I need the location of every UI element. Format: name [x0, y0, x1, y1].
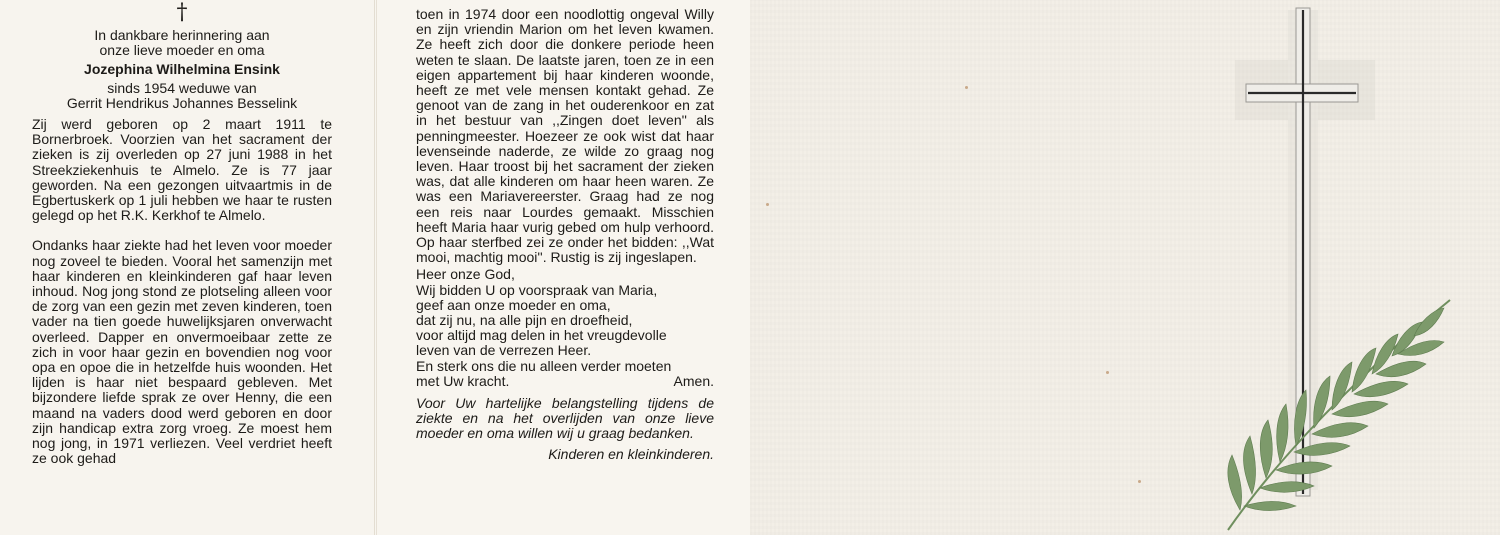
- prayer-line: geef aan onze moeder en oma,: [416, 296, 611, 313]
- paper-speck: [766, 203, 769, 206]
- prayer-line: voor altijd mag delen in het vreugdevolle: [416, 327, 667, 344]
- prayer-line: Wij bidden U op voorspraak van Maria,: [416, 281, 658, 298]
- widow-line-1: sinds 1954 weduwe van: [107, 79, 257, 96]
- prayer-closing: [416, 374, 714, 389]
- fold-line: [376, 0, 377, 535]
- left-column: [32, 2, 332, 466]
- palm-branch-icon: [1228, 300, 1450, 530]
- prayer: [416, 267, 714, 389]
- deceased-name: Jozephina Wilhelmina Ensink: [84, 61, 280, 78]
- widow-line-2: Gerrit Hendrikus Johannes Besselink: [66, 94, 298, 111]
- cross-with-palm-illustration: [1180, 0, 1480, 535]
- cross-icon: †: [176, 0, 188, 25]
- middle-column: [416, 7, 714, 462]
- life-paragraph-continued: toen in 1974 door een noodlottig ongeval Willy en zijn vriendin Marion om het leven kwamen. Ze heeft zich door die donkere periode heen weten te slaan. De laatste jaren, toen ze in een eigen appartement bij haar kinderen woonde, heeft ze met vele mensen kontakt gehad. Ze genoot van de zang in het ouderenkoor en zat in het bestuur van ,,Zingen doet leven'' als penningmeester. Hoezeer ze ook wist dat haar levenseinde naderde, ze wilde zo graag nog leven. Haar troost bij het sacrament der zieken was, dat alle kinderen om haar heen waren. Ze was een Mariavereerster. Graag had ze nog een reis naar Lourdes gemaakt. Misschien heeft Maria haar vurig gebed om hulp verhoord. Op haar sterfbed zei ze onder het bidden: ,,Wat mooi, machtig mooi''. Rustig is zij ingeslapen.: [416, 6, 714, 266]
- intro-line-1: In dankbare herinnering aan: [94, 27, 270, 43]
- prayer-line: En sterk ons die nu alleen verder moeten: [416, 357, 672, 374]
- paper-speck: [1138, 480, 1141, 483]
- prayer-line: met Uw kracht.: [416, 372, 510, 389]
- paper-speck: [965, 86, 968, 89]
- biography-paragraph: Zij werd geboren op 2 maart 1911 te Bornerbroek. Voorzien van het sacrament der zieken is zij overleden op 27 juni 1988 in het Streekziekenhuis te Almelo. Ze is 77 jaar geworden. Na een gezongen uitvaartmis in de Egbertuskerk op 1 juli hebben we haar te rusten gelegd op het R.K. Kerkhof te Almelo.: [32, 116, 332, 224]
- amen-text: Amen.: [673, 372, 714, 389]
- life-paragraph: Ondanks haar ziekte had het leven voor moeder nog zoveel te bieden. Vooral het samenzijn met haar kinderen en kleinkinderen gaf haar leven inhoud. Nog jong stond ze plotseling alleen voor de zorg van een gezin met zeven kinderen, toen vader na tien goede huwelijksjaren onverwacht overleed. Dapper en onvermoeibaar zette ze zich in voor haar gezin en bovendien nog voor opa en opoe die in hetzelfde huis woonden. Het lijden is haar niet bespaard gebleven. Met bijzondere liefde sprak ze over Henny, die een maand na vaders dood werd geboren en door zijn handicap extra zorg vroeg. Ze moest hem nog jong, in 1971 verliezen. Veel verdriet heeft ze ook gehad: [32, 237, 332, 467]
- thanks-note: Voor Uw hartelijke belangstelling tijdens de ziekte en na het overlijden van onze lieve moeder en oma willen wij u graag bedanken.: [416, 395, 714, 442]
- prayer-line: dat zij nu, na alle pijn en droefheid,: [416, 312, 633, 329]
- prayer-line: Heer onze God,: [416, 266, 515, 283]
- signature: Kinderen en kleinkinderen.: [548, 445, 714, 462]
- prayer-line: leven van de verrezen Heer.: [416, 342, 592, 359]
- intro-line-2: onze lieve moeder en oma: [99, 42, 265, 59]
- paper-speck: [1106, 371, 1109, 374]
